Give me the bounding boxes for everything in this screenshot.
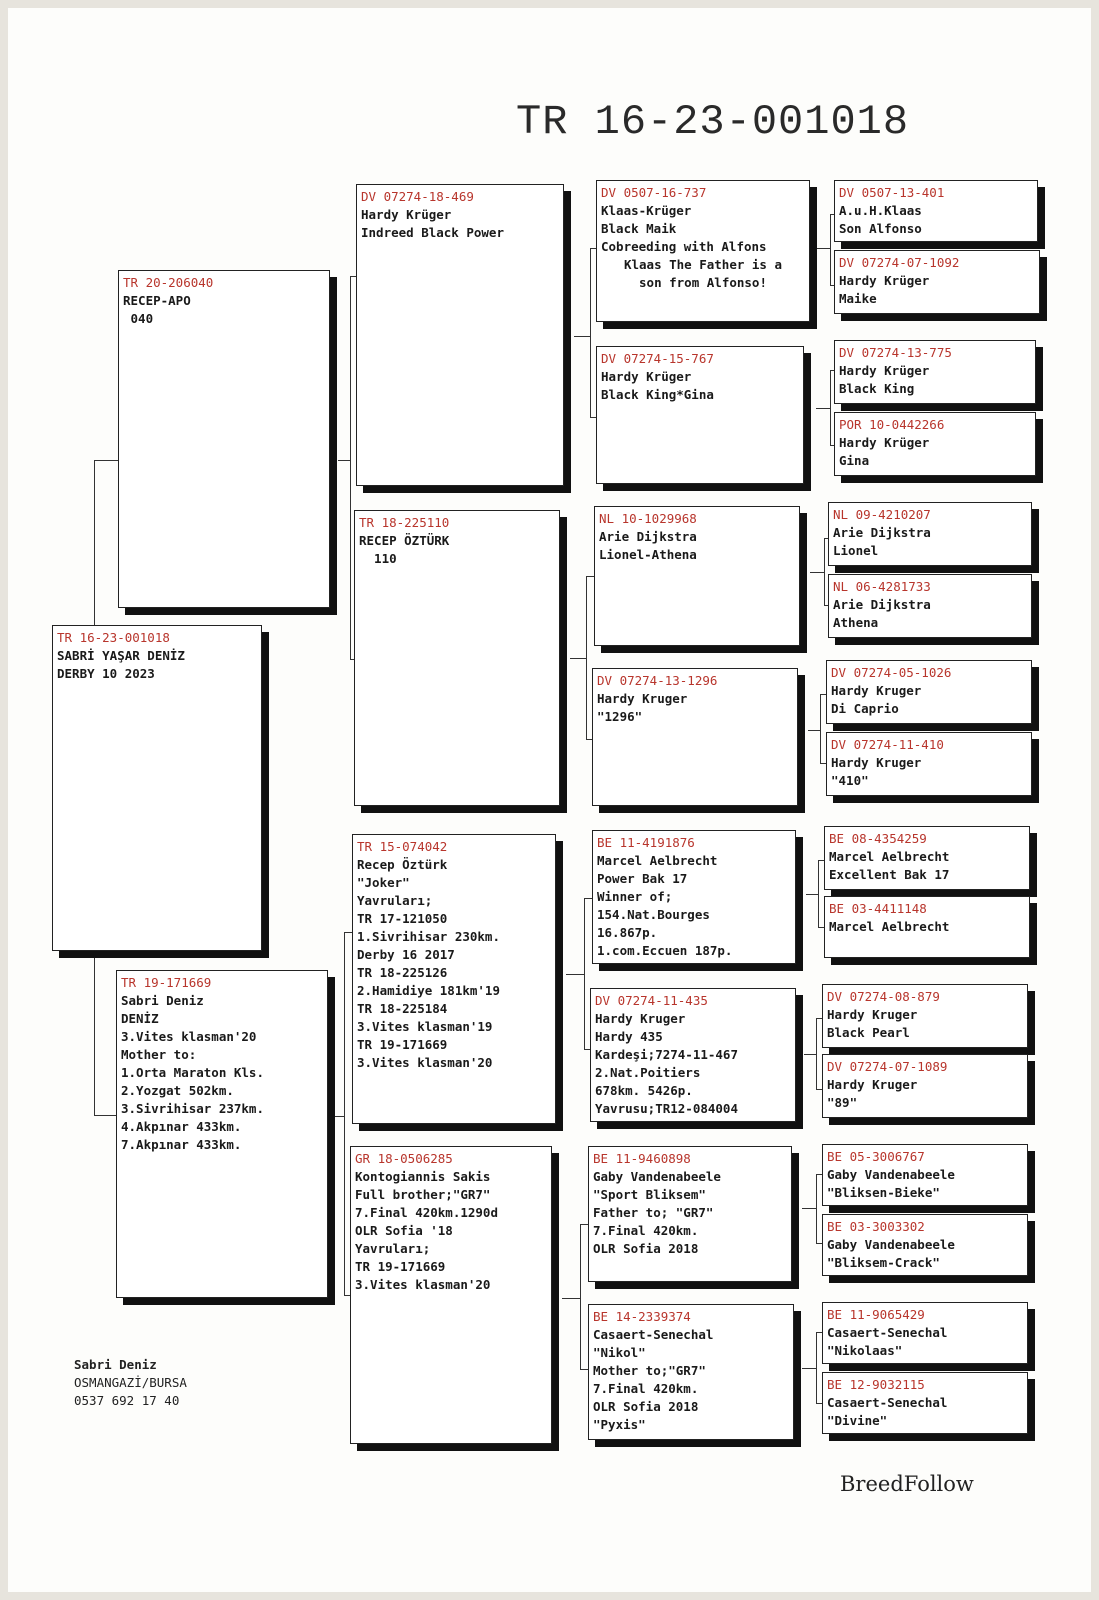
info-line: Hardy Kruger xyxy=(827,1007,918,1022)
info-line: Kontogiannis Sakis xyxy=(355,1169,491,1184)
ancestor-box xyxy=(834,180,1038,242)
info-line: Hardy Krüger xyxy=(361,207,452,222)
info-line: 7.Final 420km. xyxy=(593,1381,699,1396)
info-line: "Sport Bliksem" xyxy=(593,1187,706,1202)
ring-number: BE 03-4411148 xyxy=(829,901,927,916)
ring-number: POR 10-0442266 xyxy=(839,417,945,432)
connector xyxy=(574,336,590,337)
info-line: Marcel Aelbrecht xyxy=(597,853,718,868)
dam-sire-box xyxy=(352,834,556,1124)
info-line: Yavruları; xyxy=(357,893,433,908)
info-line: Lionel-Athena xyxy=(599,547,697,562)
info-line: Hardy 435 xyxy=(595,1029,663,1044)
info-line: Hardy Kruger xyxy=(831,683,922,698)
pedigree-sheet xyxy=(8,8,1091,1592)
info-line: 3.Vites klasman'19 xyxy=(357,1019,493,1034)
info-line: Gaby Vandenabeele xyxy=(593,1169,721,1184)
info-line: Indreed Black Power xyxy=(361,225,504,240)
ring-number: BE 12-9032115 xyxy=(827,1377,925,1392)
dam-dam-box xyxy=(350,1146,552,1444)
info-line: "Bliksen-Bieke" xyxy=(827,1185,940,1200)
info-line: Arie Dijkstra xyxy=(833,597,931,612)
info-line: Cobreeding with Alfons xyxy=(601,239,767,254)
info-line: 2.Nat.Poitiers xyxy=(595,1065,701,1080)
info-line: Kardeşi;7274-11-467 xyxy=(595,1047,738,1062)
connector xyxy=(808,730,820,731)
info-line: Casaert-Senechal xyxy=(827,1325,948,1340)
info-line: Marcel Aelbrecht xyxy=(829,849,950,864)
info-line: TR 19-171669 xyxy=(357,1037,448,1052)
ring-number: BE 14-2339374 xyxy=(593,1309,691,1324)
info-line: Hardy Kruger xyxy=(831,755,922,770)
ancestor-box xyxy=(828,574,1032,638)
info-line: 2.Hamidiye 181km'19 xyxy=(357,983,500,998)
info-line: OLR Sofia 2018 xyxy=(593,1399,699,1414)
info-line: Black Pearl xyxy=(827,1025,910,1040)
info-line: "Joker" xyxy=(357,875,410,890)
info-line: 1.com.Eccuen 187p. xyxy=(597,943,733,958)
sire-dam-sire-box xyxy=(594,506,800,646)
info-line: Casaert-Senechal xyxy=(827,1395,948,1410)
sire-sire-sire-box xyxy=(596,180,810,322)
info-line: A.u.H.Klaas xyxy=(839,203,922,218)
info-line: Hardy Kruger xyxy=(597,691,688,706)
info-line: SABRİ YAŞAR DENİZ xyxy=(57,648,185,663)
info-line: 3.Vites klasman'20 xyxy=(355,1277,491,1292)
info-line: "410" xyxy=(831,773,869,788)
sire-sire-box xyxy=(356,184,564,486)
ancestor-box xyxy=(834,412,1036,476)
ring-number: NL 06-4281733 xyxy=(833,579,931,594)
ancestor-box xyxy=(822,1214,1028,1276)
info-line: 1.Sivrihisar 230km. xyxy=(357,929,500,944)
info-line: 040 xyxy=(123,311,154,326)
info-line: Yavrusu;TR12-084004 xyxy=(595,1101,738,1116)
connector xyxy=(816,408,830,409)
connector xyxy=(570,658,586,659)
ancestor-box xyxy=(822,1372,1028,1434)
info-line: Klaas-Krüger xyxy=(601,203,692,218)
connector xyxy=(802,1208,816,1209)
info-line: Gina xyxy=(839,453,870,468)
info-line: TR 17-121050 xyxy=(357,911,448,926)
info-line: Di Caprio xyxy=(831,701,899,716)
info-line: TR 19-171669 xyxy=(355,1259,446,1274)
ring-number: DV 07274-11-410 xyxy=(831,737,944,752)
info-line: "1296" xyxy=(597,709,643,724)
info-line: Hardy Krüger xyxy=(839,273,930,288)
info-line: Maike xyxy=(839,291,877,306)
info-line: Gaby Vandenabeele xyxy=(827,1237,955,1252)
info-line: Arie Dijkstra xyxy=(833,525,931,540)
ring-number: NL 10-1029968 xyxy=(599,511,697,526)
ring-number: BE 03-3003302 xyxy=(827,1219,925,1234)
info-line: 16.867p. xyxy=(597,925,658,940)
ring-number: NL 09-4210207 xyxy=(833,507,931,522)
sire-dam-box xyxy=(354,510,560,806)
ring-number: BE 11-4191876 xyxy=(597,835,695,850)
info-line: Hardy Krüger xyxy=(839,363,930,378)
subject-pigeon-box xyxy=(52,625,262,951)
ancestor-box xyxy=(824,896,1030,958)
info-line: TR 18-225126 xyxy=(357,965,448,980)
info-line: 4.Akpınar 433km. xyxy=(121,1119,242,1134)
ring-number: TR 19-171669 xyxy=(121,975,212,990)
info-line: Derby 16 2017 xyxy=(357,947,455,962)
connector xyxy=(562,1298,580,1299)
connector xyxy=(816,248,830,249)
ring-number: DV 07274-13-775 xyxy=(839,345,952,360)
info-line: 7.Final 420km. xyxy=(593,1223,699,1238)
sire-dam-dam-box xyxy=(592,668,798,806)
info-line: Gaby Vandenabeele xyxy=(827,1167,955,1182)
ring-number: DV 07274-07-1089 xyxy=(827,1059,948,1074)
dam-dam-dam-box xyxy=(588,1304,794,1440)
info-line: Hardy Krüger xyxy=(601,369,692,384)
info-line: 3.Vites klasman'20 xyxy=(357,1055,493,1070)
ancestor-box xyxy=(822,984,1028,1048)
ring-number: DV 07274-11-435 xyxy=(595,993,708,1008)
connector xyxy=(566,974,584,975)
info-line: Mother to: xyxy=(121,1047,197,1062)
ring-number: DV 0507-16-737 xyxy=(601,185,707,200)
connector xyxy=(802,1368,816,1369)
ring-number: DV 07274-13-1296 xyxy=(597,673,718,688)
ring-number: BE 11-9065429 xyxy=(827,1307,925,1322)
info-line: 7.Akpınar 433km. xyxy=(121,1137,242,1152)
info-line: Power Bak 17 xyxy=(597,871,688,886)
info-line: Marcel Aelbrecht xyxy=(829,919,950,934)
info-line: "89" xyxy=(827,1095,858,1110)
info-line: Son Alfonso xyxy=(839,221,922,236)
info-line: DENİZ xyxy=(121,1011,159,1026)
page-title: TR 16-23-001018 xyxy=(516,98,910,146)
info-line: "Divine" xyxy=(827,1413,888,1428)
dam-sire-dam-box xyxy=(590,988,796,1122)
brand-logo: BreedFollow xyxy=(840,1472,974,1496)
info-line: OLR Sofia '18 xyxy=(355,1223,453,1238)
info-line: Yavruları; xyxy=(355,1241,431,1256)
info-line: "Pyxis" xyxy=(593,1417,646,1432)
sire-box xyxy=(118,270,330,608)
ancestor-box xyxy=(828,502,1032,566)
dam-box xyxy=(116,970,328,1298)
info-line: Hardy Krüger xyxy=(839,435,930,450)
info-line: RECEP ÖZTÜRK xyxy=(359,533,450,548)
info-line: Hardy Kruger xyxy=(827,1077,918,1092)
info-line: "Nikolaas" xyxy=(827,1343,903,1358)
info-line: Casaert-Senechal xyxy=(593,1327,714,1342)
info-line: Black King xyxy=(839,381,915,396)
ancestor-box xyxy=(822,1054,1028,1118)
ring-number: DV 0507-13-401 xyxy=(839,185,945,200)
info-line: DERBY 10 2023 xyxy=(57,666,155,681)
info-line: Father to; "GR7" xyxy=(593,1205,714,1220)
ring-number: DV 07274-18-469 xyxy=(361,189,474,204)
ring-number: TR 20-206040 xyxy=(123,275,214,290)
ring-number: TR 16-23-001018 xyxy=(57,630,170,645)
info-line: Arie Dijkstra xyxy=(599,529,697,544)
connector xyxy=(804,1054,816,1055)
ancestor-box xyxy=(826,732,1032,796)
ring-number: BE 11-9460898 xyxy=(593,1151,691,1166)
ring-number: GR 18-0506285 xyxy=(355,1151,453,1166)
ancestor-box xyxy=(826,660,1032,724)
ancestor-box xyxy=(822,1302,1028,1364)
info-line: son from Alfonso! xyxy=(639,275,767,290)
info-line: Mother to;"GR7" xyxy=(593,1363,706,1378)
ancestor-box xyxy=(824,826,1030,890)
info-line: TR 18-225184 xyxy=(357,1001,448,1016)
info-line: Hardy Kruger xyxy=(595,1011,686,1026)
dam-sire-sire-box xyxy=(592,830,796,964)
info-line: 7.Final 420km.1290d xyxy=(355,1205,498,1220)
info-line: Black Maik xyxy=(601,221,677,236)
info-line: 110 xyxy=(359,551,397,566)
ring-number: DV 07274-05-1026 xyxy=(831,665,952,680)
dam-dam-sire-box xyxy=(588,1146,792,1282)
info-line: 1.Orta Maraton Kls. xyxy=(121,1065,264,1080)
ancestor-box xyxy=(822,1144,1028,1206)
ring-number: DV 07274-08-879 xyxy=(827,989,940,1004)
info-line: Recep Öztürk xyxy=(357,857,448,872)
ring-number: DV 07274-15-767 xyxy=(601,351,714,366)
info-line: Klaas The Father is a xyxy=(623,257,783,272)
info-line: 678km. 5426p. xyxy=(595,1083,693,1098)
info-line: Excellent Bak 17 xyxy=(829,867,950,882)
owner-info xyxy=(74,1356,187,1410)
info-line: Full brother;"GR7" xyxy=(355,1187,491,1202)
ancestor-box xyxy=(834,340,1036,404)
info-line: Lionel xyxy=(833,543,879,558)
info-line: OLR Sofia 2018 xyxy=(593,1241,699,1256)
connector xyxy=(334,1116,344,1117)
info-line: 3.Vites klasman'20 xyxy=(121,1029,257,1044)
info-line: "Nikol" xyxy=(593,1345,646,1360)
info-line: "Bliksem-Crack" xyxy=(827,1255,940,1270)
ring-number: DV 07274-07-1092 xyxy=(839,255,960,270)
info-line: Black King*Gina xyxy=(601,387,714,402)
info-line: Winner of; xyxy=(597,889,673,904)
ring-number: BE 08-4354259 xyxy=(829,831,927,846)
connector xyxy=(806,894,818,895)
ring-number: TR 18-225110 xyxy=(359,515,450,530)
owner-name: Sabri Deniz xyxy=(74,1357,157,1372)
info-line: Athena xyxy=(833,615,879,630)
info-line: 154.Nat.Bourges xyxy=(597,907,710,922)
owner-phone: 0537 692 17 40 xyxy=(74,1393,180,1408)
ring-number: BE 05-3006767 xyxy=(827,1149,925,1164)
sire-sire-dam-box xyxy=(596,346,804,484)
connector xyxy=(338,460,350,461)
connector xyxy=(810,572,824,573)
ring-number: TR 15-074042 xyxy=(357,839,448,854)
info-line: Sabri Deniz xyxy=(121,993,204,1008)
info-line: RECEP-APO xyxy=(123,293,191,308)
info-line: 3.Sivrihisar 237km. xyxy=(121,1101,264,1116)
ancestor-box xyxy=(834,250,1040,314)
info-line: 2.Yozgat 502km. xyxy=(121,1083,234,1098)
owner-city: OSMANGAZİ/BURSA xyxy=(74,1375,187,1390)
